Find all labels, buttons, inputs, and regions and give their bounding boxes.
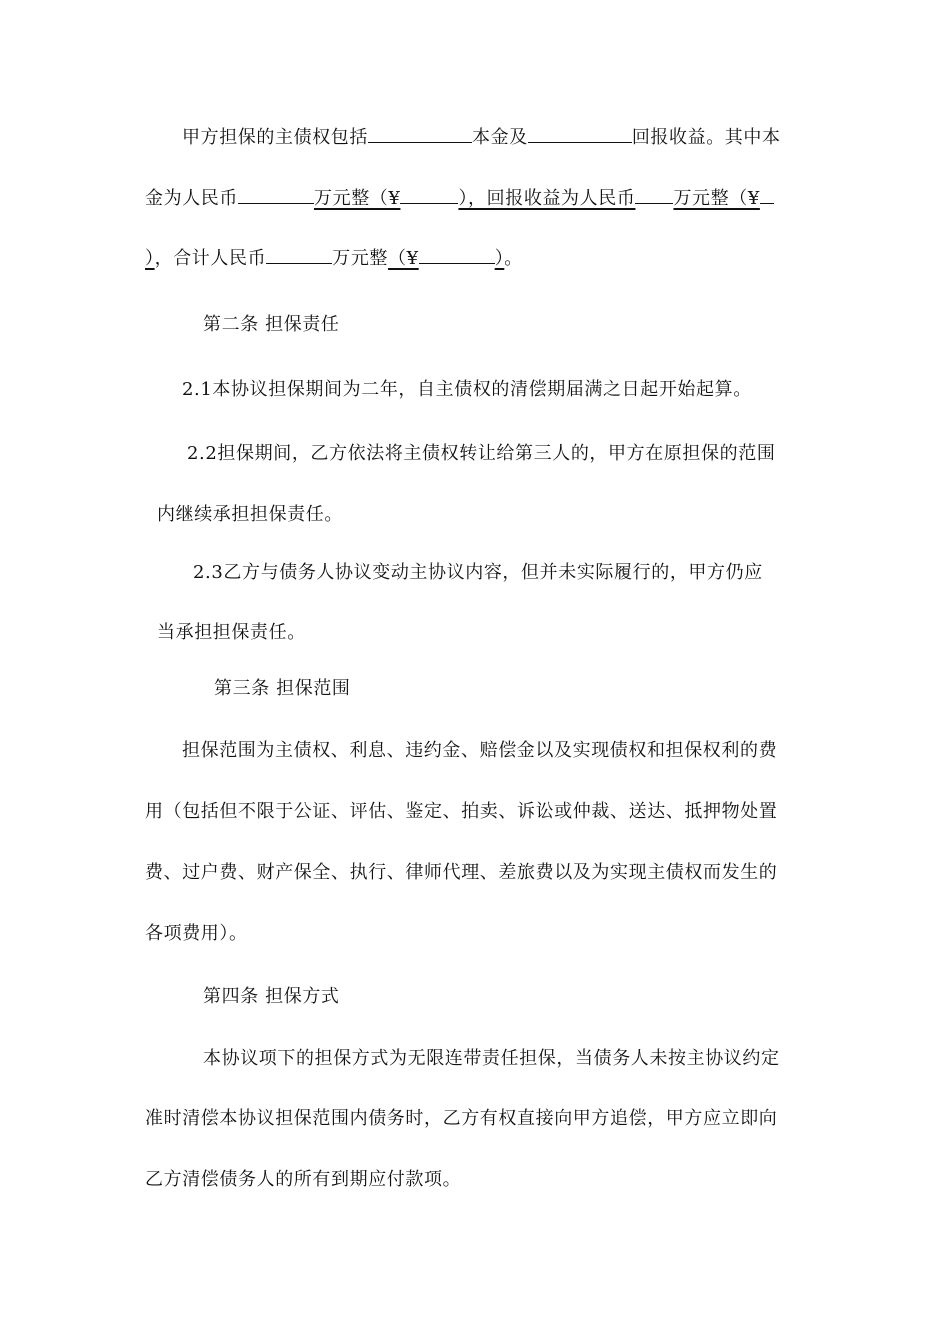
paragraph-line: 2.2担保期间，乙方依法将主债权转让给第三人的，甲方在原担保的范围	[187, 443, 776, 464]
section-heading-3: 第三条 担保范围	[214, 678, 351, 699]
text-segment: 万元整（¥	[314, 188, 401, 209]
blank-field	[238, 185, 314, 204]
paragraph-line: 各项费用）。	[145, 923, 248, 944]
text-segment: 本金及	[472, 127, 528, 148]
text-segment: 。	[504, 248, 523, 269]
paragraph-line: 2.3乙方与债务人协议变动主协议内容，但并未实际履行的，甲方仍应	[193, 562, 763, 583]
paragraph-line: 费、过户费、财产保全、执行、律师代理、差旅费以及为实现主债权而发生的	[145, 862, 778, 883]
text-segment: （¥	[388, 248, 419, 269]
text-line	[182, 124, 781, 150]
text-segment: ）	[494, 248, 505, 269]
text-segment: 万元整	[332, 248, 389, 269]
text-line	[145, 245, 523, 271]
blank-field	[266, 245, 332, 264]
blank-field	[635, 185, 673, 204]
paragraph-line: 内继续承担担保责任。	[157, 504, 343, 525]
text-segment: 甲方担保的主债权包括	[182, 127, 368, 148]
text-segment: 金为人民币	[145, 188, 238, 209]
paragraph-line: 担保范围为主债权、利息、违约金、赔偿金以及实现债权和担保权利的费	[182, 740, 778, 761]
blank-field	[368, 124, 472, 143]
paragraph-line: 当承担担保责任。	[157, 622, 306, 643]
paragraph-line: 用（包括但不限于公证、评估、鉴定、拍卖、诉讼或仲裁、送达、抵押物处置	[145, 801, 778, 822]
text-segment: 万元整（¥	[673, 188, 760, 209]
section-heading-2: 第二条 担保责任	[203, 314, 340, 335]
paragraph-line: 乙方清偿债务人的所有到期应付款项。	[145, 1169, 462, 1190]
text-segment: 回报收益。其中本	[631, 127, 781, 148]
paragraph-line: 准时清偿本协议担保范围内债务时，乙方有权直接向甲方追偿，甲方应立即向	[145, 1108, 778, 1129]
paragraph-line: 2.1本协议担保期间为二年，自主债权的清偿期届满之日起开始起算。	[182, 379, 752, 400]
text-segment: ），回报收益为人民币	[458, 188, 636, 209]
blank-field	[760, 185, 774, 204]
paragraph-line: 本协议项下的担保方式为无限连带责任担保，当债务人未按主协议约定	[203, 1048, 780, 1069]
section-heading-4: 第四条 担保方式	[203, 986, 340, 1007]
text-line	[145, 185, 774, 211]
blank-field	[400, 185, 458, 204]
blank-field	[528, 124, 632, 143]
text-segment: ，合计人民币	[154, 248, 267, 269]
blank-field	[419, 245, 495, 264]
text-segment: ）	[145, 248, 155, 269]
